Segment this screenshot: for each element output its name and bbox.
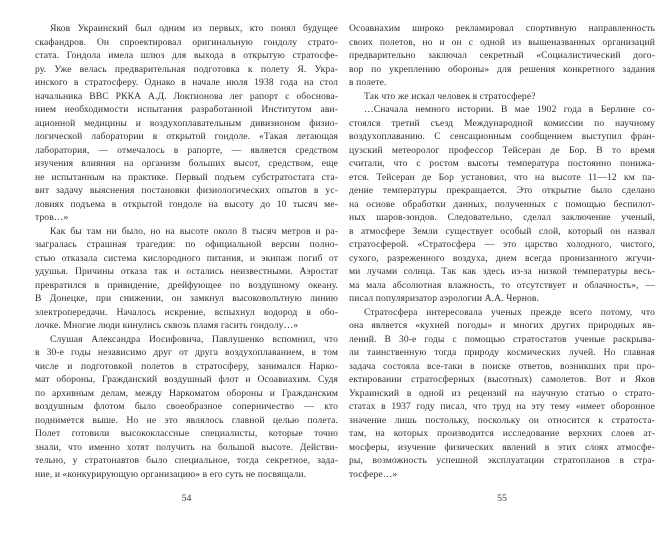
text-line: инского в стратосферу. Однако в начале июля 1938 года на стол xyxy=(35,77,338,88)
text-line: Как бы там ни было, но на высоте около 8 тысяч метров и ра- xyxy=(50,225,338,237)
page-left xyxy=(35,22,338,504)
text-line: воздушным флотом было своеобразное соперничество — кто xyxy=(35,401,338,412)
text-line: логической лаборатории в открытой гондоле. «Такая летающая xyxy=(35,131,338,142)
text-line: дение температуры прекращается. Это открытие было сделано xyxy=(349,185,655,196)
text-line: лений. В 30-е годы с помощью стратостатов ученые раскрыва- xyxy=(349,333,655,345)
text-line: Полет готовили высококлассные специалисты, которые точно xyxy=(35,428,338,439)
text-line: ние, и «конкурирующую организацию» в его суть не посвящали. xyxy=(35,468,307,480)
text-line: ма мала абсолютная влажность, то отсутствует и облачность», — xyxy=(349,279,655,291)
text-line: в атмосфере Земли существует особый слой, который он назвал xyxy=(349,225,655,237)
text-line: стратосферой. «Стратосфера — это царство холодного, чистого, xyxy=(349,239,655,250)
text-line: начальника ВВС РККА А.Д. Локтионова лег рапорт с обоснова- xyxy=(35,90,338,102)
text-line: по архивным делам, между Наркоматом обороны и Гражданским xyxy=(35,387,338,399)
text-line: на основе обработки данных, полученных с помощью беспилот- xyxy=(349,198,655,210)
text-line: превратился в привидение, дрейфующее по воздушному океану. xyxy=(35,279,338,291)
text-line: ных шаров-зондов. Следовательно, сделал заключение ученый, xyxy=(349,212,655,223)
text-line: там, на которых производится исследование верхних слоев ат- xyxy=(349,428,655,439)
text-line: ационной медицины и воздухоплавательным дивизионом физио- xyxy=(35,117,338,129)
text-line: своих полетов, но и он с одной из вышеназванных организаций xyxy=(349,36,655,48)
text-line: лаборатория, — отмечалось в рапорте, — является средством xyxy=(35,144,338,156)
paragraph xyxy=(35,22,338,225)
text-line: ру. Уже велась предварительная подготовка к полету Я. Укра- xyxy=(35,63,338,75)
text-line: нием необходимости испытания разработанной Институтом ави- xyxy=(35,104,338,115)
text-line: мат обороны, Гражданский воздушный флот и Осоавиахим. Судя xyxy=(35,374,338,385)
text-line: воздухоплаванию. С сенсационным сообщением выступил фран- xyxy=(349,131,655,142)
text-line: стата. Гондола имела шлюз для выхода в открытую стратосфе- xyxy=(35,50,338,61)
text-line: стоялся третий съезд Международной комиссии по научному xyxy=(349,117,655,129)
text-line: она является «кухней погоды» и многих других природных яв- xyxy=(349,320,655,331)
text-line: в 30-е годы независимо друг от друга воздухоплаванием, в том xyxy=(35,347,338,358)
text-line: не испытанным на практике. Первый подъем субстратостата ста- xyxy=(35,171,338,183)
text-line: тельно, у стратонавтов было специальное, тогда секретное, зада- xyxy=(35,455,338,466)
text-line: в полете. xyxy=(349,77,387,88)
text-line: скафандров. Он спроектировал оригинальную гондолу страто- xyxy=(35,36,338,48)
text-line: сухого, разреженного воздуха, днем всегда пронизанного жгучи- xyxy=(349,252,655,264)
text-line: ется. Тейсеран де Бор установил, что на высоте 11—12 км па- xyxy=(349,171,655,183)
paragraph xyxy=(349,306,655,482)
page-left-text-block xyxy=(35,22,338,481)
paragraph xyxy=(35,225,338,333)
paragraph xyxy=(349,90,655,104)
text-line: предварительно заключал секретный «Социалистический дого- xyxy=(349,50,655,61)
text-line: значение лишь постольку, поскольку он относится к стратоста- xyxy=(349,414,655,426)
text-line: удушья. Причины отказа так и остались неизвестными. Аэростат xyxy=(35,266,338,277)
text-line: цузский метеоролог профессор Тейсеран де Бор. В то время xyxy=(349,144,655,156)
text-line: мосферы, изучение физических явлений в этих слоях атмосфе- xyxy=(349,441,655,453)
text-line: Так что же искал человек в стратосфере? xyxy=(364,90,536,102)
page-right xyxy=(349,22,655,504)
text-line: тров…» xyxy=(35,212,69,223)
paragraph xyxy=(349,22,655,90)
text-line: ми лучами солнца. Так как здесь из-за низкой температуры весь- xyxy=(349,266,655,277)
text-line: зыгралась страшная трагедия: по официальной версии полно- xyxy=(35,239,338,250)
text-line: Стратосфера интересовала ученых прежде всего потому, что xyxy=(364,306,655,318)
page-right-text-block xyxy=(349,22,655,481)
text-line: ли таинственную тогда природу космических лучей. Но главная xyxy=(349,347,655,358)
text-line: Яков Украинский был одним из первых, кто понял будущее xyxy=(50,23,338,34)
text-line: …Сначала немного истории. В мае 1902 года в Берлине со- xyxy=(364,104,655,115)
text-line: задача состояла все-таки в поиске ответов, возникших при про- xyxy=(349,360,655,372)
text-line: статах в 1937 году писал, что труд на эту тему «имеет оборонное xyxy=(349,401,655,412)
text-line: ектировании стратосферных (высотных) самолетов. Вот и Яков xyxy=(349,374,655,385)
text-line: ры, возможность успешной эксплуатации стратопланов в стра- xyxy=(349,455,655,466)
text-line: тосфере…» xyxy=(349,468,398,480)
text-line: знали, что именно хотят получить на большой высоте. Действи- xyxy=(35,441,338,453)
text-line: вор по укреплению обороны» для решения конкретного задания xyxy=(349,63,655,75)
text-line: В Донецке, при снижении, он замкнул высоковольтную линию xyxy=(35,293,338,304)
text-line: поднимется выше. Но не это являлось главной целью полета. xyxy=(35,414,338,426)
text-line: писал популяризатор аэрологии А.А. Чернов. xyxy=(349,293,540,304)
text-line: считали, что с ростом высоты температура постоянно понижа- xyxy=(349,158,655,169)
text-line: числе и подготовкой полетов в стратосферу, занимался Нарко- xyxy=(35,360,338,372)
text-line: Слушая Александра Иосифовича, Павлушенко вспомнил, что xyxy=(50,333,338,345)
text-line: Украинский в одной из рецензий на научную статью о страто- xyxy=(349,387,655,399)
text-line: вит задачу выяснения постановки физиологических опытов в ус- xyxy=(35,185,338,196)
text-line: электропередачи. Началось искрение, вспыхнул водород в обо- xyxy=(35,306,338,318)
page-number-right: 55 xyxy=(497,493,507,504)
paragraph xyxy=(349,103,655,306)
text-line: ловиях подъема в открытой гондоле на высоту до 10 тысяч ме- xyxy=(35,198,338,210)
paragraph xyxy=(35,333,338,482)
page-number-left: 54 xyxy=(181,493,192,504)
text-line: изучения влияния на организм больших высот, средством, еще xyxy=(35,158,338,169)
text-line: лочке. Многие люди кинулись сквозь пламя гасить гондолу…» xyxy=(35,320,299,331)
text-line: Осоавиахим широко рекламировал спортивную направленность xyxy=(349,23,655,34)
text-line: стью отказала система кислородного питания, и экипаж погиб от xyxy=(35,252,338,264)
